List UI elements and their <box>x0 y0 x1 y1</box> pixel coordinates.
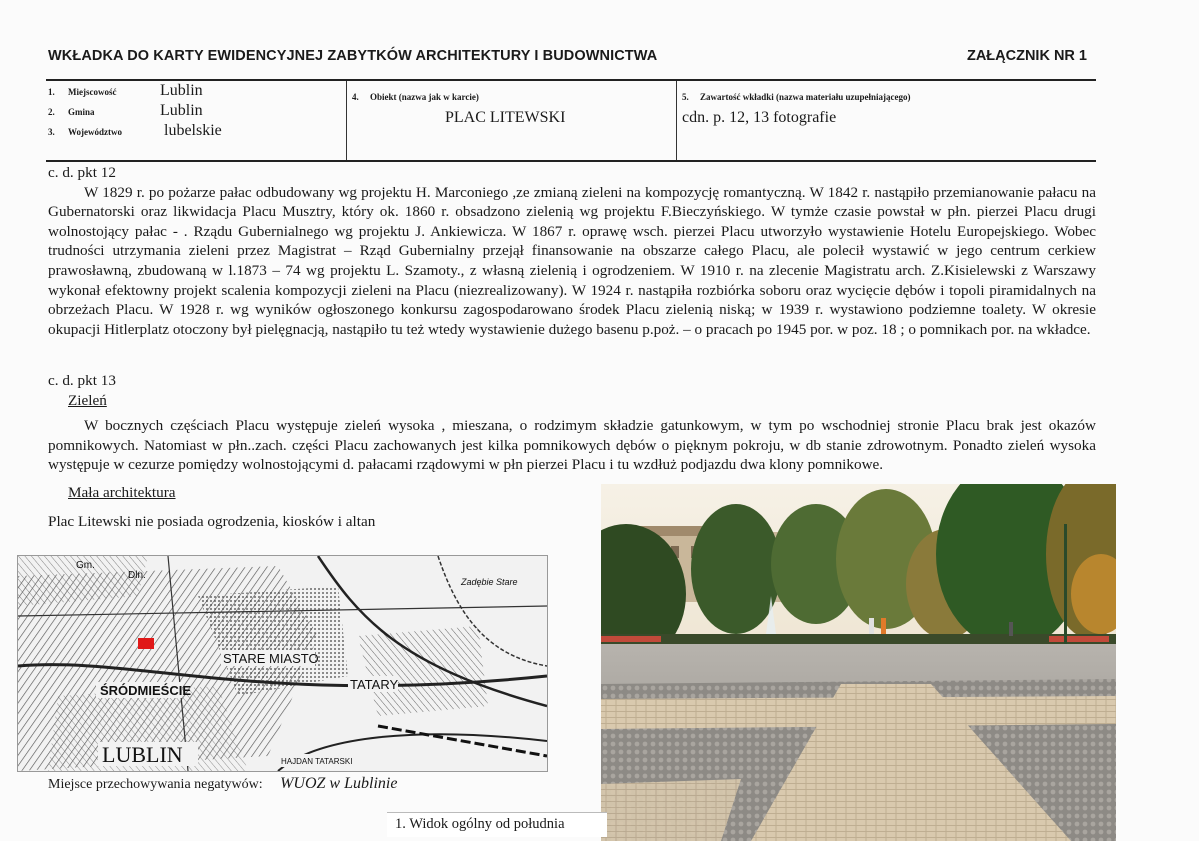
field-num: 3. <box>48 127 55 137</box>
small-architecture-heading: Mała architektura <box>68 483 176 501</box>
header-rule-top <box>46 79 1096 81</box>
negatives-value: WUOZ w Lublinie <box>280 775 398 792</box>
field-commune <box>48 102 203 120</box>
section-12-paragraph: W 1829 r. po pożarze pałac odbudowany wg projektu H. Marconiego ,ze zmianą zieleni na kompozycję romantyczną. W 1842 r. nastąpiło przemianowanie pałacu na Gubernatorski oraz likwidacja Placu Musztry, który ok. 1860 r. obsadzono zielenią wg projektu F.Bieczyńskiego. W tymże czasie powstał w płn. pierzei Placu drugi wolnostojący pałac - . Rządu Gubernialnego wg projektu J. Ankiewicza. W 1867 r. oprawę wsch. pierzei Placu utworzyło wystawienie Hotelu Europejskiego. Wobec trudności utrzymania zieleni przez Magistrat – Rząd Gubernialny przejął finansowanie na obszarze całego Placu, ale polecił wystawić w jego centrum cerkiew prawosławną, zbudowaną w l.1873 – 74 wg projektu L. Szamoty., z własną zielenią i ogrodzeniem. W 1910 r. na zlecenie Magistratu arch. Z.Kisielewski z Warszawy wykonał efektowny projekt scalenia kompozycji zieleni na Placu (niezrealizowany). W 1924 r. nastąpiła rozbiórka soboru oraz wycięcie dębów i topoli piramidalnych na obrzeżach Placu. W 1928 r. wg wyników ogłoszonego konkursu zagospodarowano środek Placu zielenią niską; w 1939 r. wystawiono podziemne toalety. W okresie okupacji Hitlerplatz otoczony był pielęgnacją, nastąpiło tu też wtedy wystawienie dużego basenu p.poż. – o pracach po 1945 por. w poz. 18 ; o pomnikach por. na wkładce. <box>48 183 1096 338</box>
object-label-num: 4. <box>352 92 359 102</box>
object-label <box>352 92 479 102</box>
object-value: PLAC LITEWSKI <box>445 109 566 126</box>
field-value: Lublin <box>160 82 203 99</box>
field-num: 1. <box>48 87 55 97</box>
location-marker <box>138 638 154 649</box>
column-divider-2 <box>676 81 677 160</box>
greenery-paragraph: W bocznych częściach Placu występuje zieleń wysoka , mieszana, o rodzimym składzie gatunkowym, w tym po wschodniej stronie Placu brak jest okazów pomnikowych. Natomiast w płn..zach. części Placu zachowanych jest kilka pomnikowych dębów o pięknym pokroju, w db stanie zdrowotnym. Ponadto zieleń wysoka występuje w cezurze pomiędzy wolnostojącymi d. pałacami rządowymi w płn pierzei Placu i tu wzdłuż podjazdu dwa klony pomnikowe. <box>48 417 1096 474</box>
map-label-zadebie: Zadębie Stare <box>461 577 518 587</box>
field-label: Województwo <box>68 127 122 137</box>
attachment-number: ZAŁĄCZNIK NR 1 <box>966 48 1087 64</box>
map-label-lublin: LUBLIN <box>102 742 183 767</box>
object-label-text: Obiekt (nazwa jak w karcie) <box>370 92 479 102</box>
field-label: Gmina <box>68 107 95 117</box>
section-12-heading: c. d. pkt 12 <box>48 164 116 181</box>
section-12 <box>48 163 1096 339</box>
section-13-heading: c. d. pkt 13 <box>48 372 116 389</box>
header-title: WKŁADKA DO KARTY EWIDENCYJNEJ ZABYTKÓW ARCHITEKTURY I BUDOWNICTWA <box>48 48 658 64</box>
map-label-stare-miasto: STARE MIASTO <box>223 651 319 666</box>
map-label-gm: Gm. <box>76 560 95 571</box>
contents-label-num: 5. <box>682 92 689 102</box>
contents-value: cdn. p. 12, 13 fotografie <box>682 109 837 126</box>
map-label-hajdan: HAJDAN TATARSKI <box>281 757 353 766</box>
negatives-storage <box>48 775 397 793</box>
field-value: lubelskie <box>164 122 222 139</box>
small-architecture-line: Plac Litewski nie posiada ogrodzenia, kiosków i altan <box>48 512 376 530</box>
field-locality <box>48 82 203 100</box>
contents-label <box>682 92 911 102</box>
greenery-heading: Zieleń <box>68 391 107 409</box>
field-num: 2. <box>48 107 55 117</box>
square-photo <box>601 484 1116 841</box>
contents-label-text: Zawartość wkładki (nazwa materiału uzupełniającego) <box>700 92 911 102</box>
map-label-tatary: TATARY <box>350 677 399 692</box>
header-rule-bottom <box>46 160 1096 162</box>
map-label-srodmiescie: ŚRÓDMIEŚCIE <box>100 683 192 698</box>
map-label-dln: Dln. <box>128 570 146 581</box>
column-divider-1 <box>346 81 347 160</box>
city-map <box>17 555 548 772</box>
field-label: Miejscowość <box>68 87 117 97</box>
negatives-label: Miejsce przechowywania negatywów: <box>48 777 263 792</box>
field-voivodeship <box>48 122 222 140</box>
field-value: Lublin <box>160 102 203 119</box>
photo-caption: 1. Widok ogólny od południa <box>387 812 607 837</box>
